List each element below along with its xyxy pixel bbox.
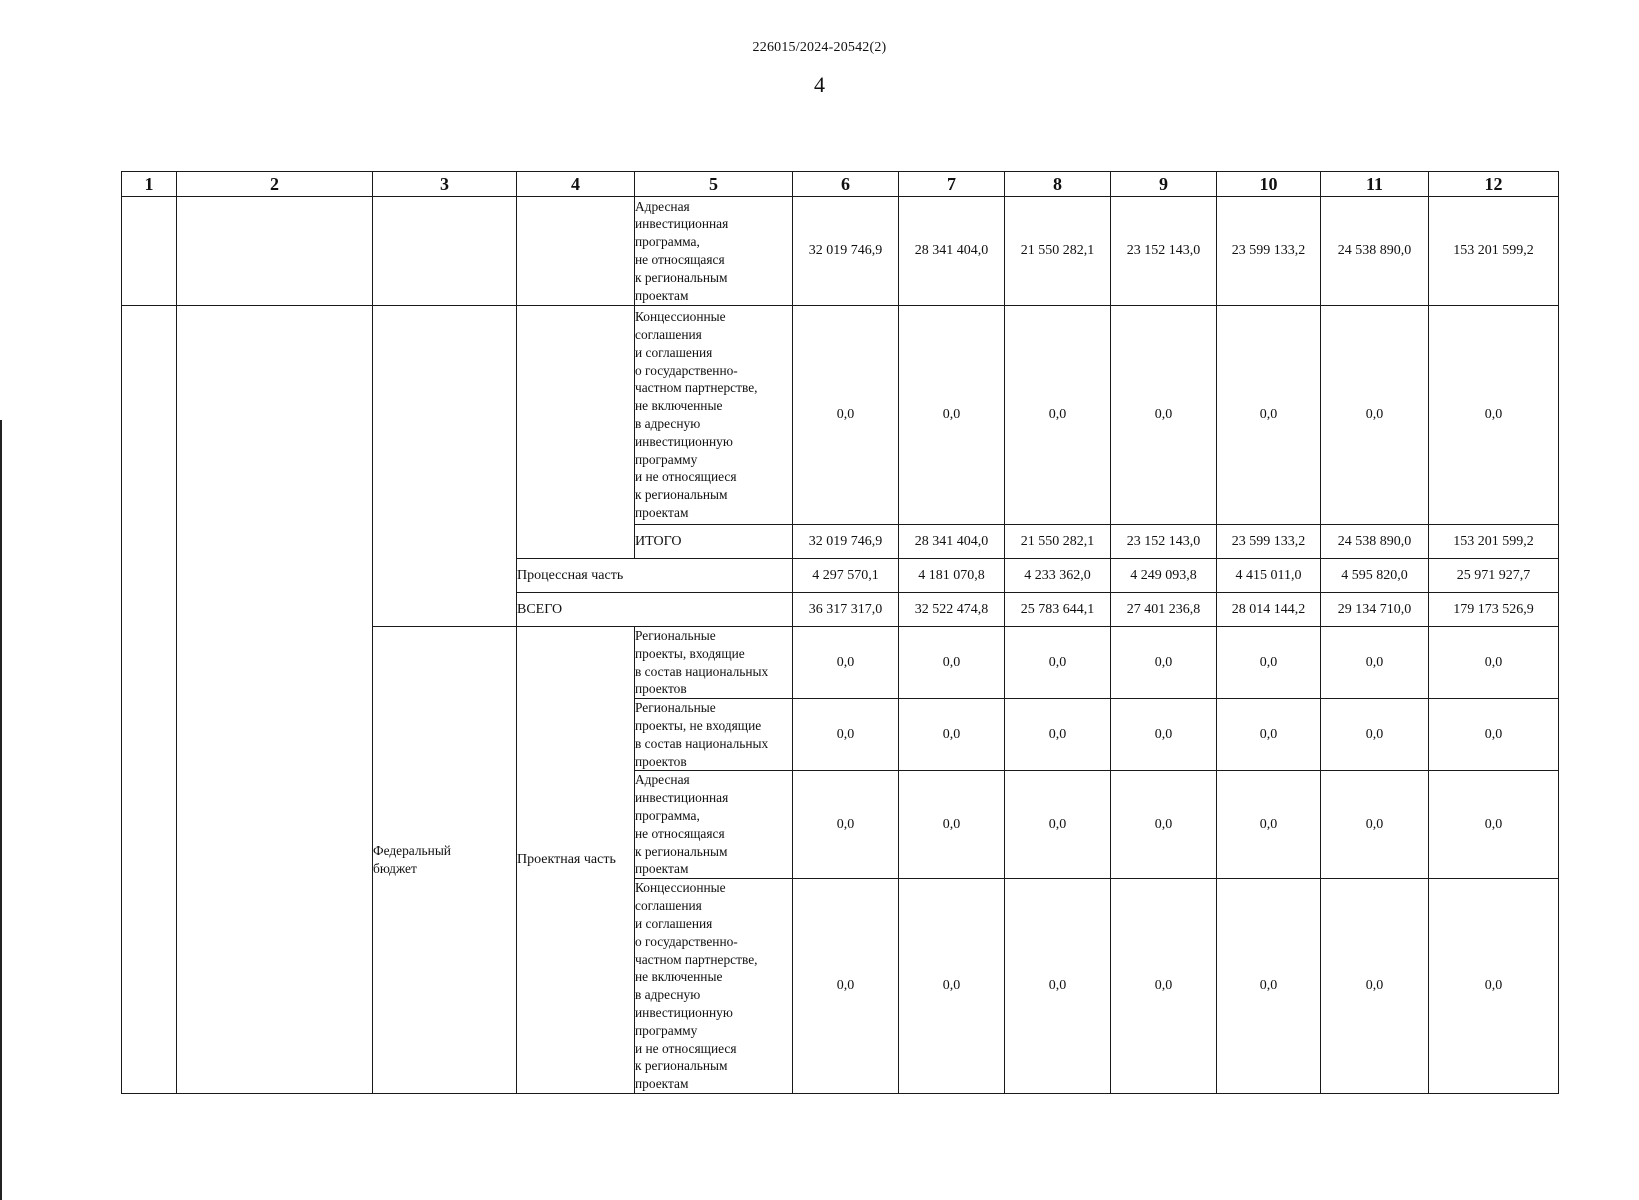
value-cell: 0,0 <box>793 306 899 525</box>
value-cell: 21 550 282,1 <box>1005 197 1111 306</box>
value-cell: 4 233 362,0 <box>1005 559 1111 593</box>
table-row-aip <box>122 197 1559 306</box>
header-row <box>122 172 1559 197</box>
value-cell: 32 019 746,9 <box>793 525 899 559</box>
row-label-aip: Адресная инвестиционная программа, не относящаяся к региональным проектам <box>635 197 793 306</box>
value-cell: 23 599 133,2 <box>1217 197 1321 306</box>
value-cell-total: 0,0 <box>1429 771 1559 879</box>
page-number: 4 <box>814 72 825 97</box>
scan-edge-line <box>0 420 2 1200</box>
value-cell-total: 153 201 599,2 <box>1429 525 1559 559</box>
column-header-3: 3 <box>373 172 517 197</box>
value-cell: 0,0 <box>1111 306 1217 525</box>
row-label-process: Процессная часть <box>517 559 793 593</box>
value-cell: 0,0 <box>1321 771 1429 879</box>
cell-col3-span <box>373 306 517 627</box>
value-cell: 0,0 <box>899 306 1005 525</box>
row-label: Региональные проекты, не входящие в состав национальных проектов <box>635 699 793 771</box>
column-header-11: 11 <box>1321 172 1429 197</box>
value-cell: 0,0 <box>1111 879 1217 1094</box>
value-cell: 0,0 <box>1321 699 1429 771</box>
row-label: Адресная инвестиционная программа, не относящаяся к региональным проектам <box>635 771 793 879</box>
column-header-5: 5 <box>635 172 793 197</box>
value-cell: 24 538 890,0 <box>1321 197 1429 306</box>
value-cell: 0,0 <box>1111 771 1217 879</box>
cell-col1-span <box>122 306 177 1094</box>
value-cell: 0,0 <box>1217 771 1321 879</box>
row-label: Концессионные соглашения и соглашения о государственно- частном партнерстве, не включенные в адресную инвестиционную программу и не относящиеся к региональным проектам <box>635 879 793 1094</box>
value-cell: 0,0 <box>1005 879 1111 1094</box>
column-header-2: 2 <box>177 172 373 197</box>
value-cell: 0,0 <box>793 879 899 1094</box>
value-cell: 0,0 <box>793 699 899 771</box>
value-cell: 0,0 <box>899 699 1005 771</box>
row-label-vsego: ВСЕГО <box>517 593 793 627</box>
cell-empty <box>122 197 177 306</box>
column-header-10: 10 <box>1217 172 1321 197</box>
value-cell: 4 415 011,0 <box>1217 559 1321 593</box>
value-cell: 0,0 <box>1321 879 1429 1094</box>
value-cell: 27 401 236,8 <box>1111 593 1217 627</box>
value-cell: 28 014 144,2 <box>1217 593 1321 627</box>
value-cell: 0,0 <box>1005 306 1111 525</box>
value-cell: 32 522 474,8 <box>899 593 1005 627</box>
budget-table <box>121 171 1559 1094</box>
value-cell: 4 181 070,8 <box>899 559 1005 593</box>
cell-col2-span <box>177 306 373 1094</box>
column-header-9: 9 <box>1111 172 1217 197</box>
value-cell-total: 0,0 <box>1429 306 1559 525</box>
part-label-project: Проектная часть <box>517 627 635 1094</box>
value-cell: 4 595 820,0 <box>1321 559 1429 593</box>
column-header-6: 6 <box>793 172 899 197</box>
value-cell: 4 297 570,1 <box>793 559 899 593</box>
value-cell: 23 599 133,2 <box>1217 525 1321 559</box>
column-header-4: 4 <box>517 172 635 197</box>
value-cell: 0,0 <box>1321 627 1429 699</box>
cell-empty <box>177 197 373 306</box>
value-cell-total: 0,0 <box>1429 879 1559 1094</box>
row-label: Региональные проекты, входящие в состав национальных проектов <box>635 627 793 699</box>
column-header-1: 1 <box>122 172 177 197</box>
value-cell: 28 341 404,0 <box>899 197 1005 306</box>
value-cell: 24 538 890,0 <box>1321 525 1429 559</box>
value-cell: 0,0 <box>1217 306 1321 525</box>
column-header-7: 7 <box>899 172 1005 197</box>
value-cell: 0,0 <box>793 771 899 879</box>
source-label-federal: Федеральный бюджет <box>373 627 517 1094</box>
value-cell: 23 152 143,0 <box>1111 197 1217 306</box>
value-cell: 0,0 <box>1217 879 1321 1094</box>
value-cell: 0,0 <box>899 771 1005 879</box>
cell-empty <box>517 197 635 306</box>
value-cell: 21 550 282,1 <box>1005 525 1111 559</box>
table-row-concession <box>122 306 1559 525</box>
cell-empty <box>373 197 517 306</box>
value-cell: 0,0 <box>793 627 899 699</box>
cell-col4-span <box>517 306 635 559</box>
value-cell-total: 179 173 526,9 <box>1429 593 1559 627</box>
value-cell: 0,0 <box>899 627 1005 699</box>
value-cell-total: 0,0 <box>1429 627 1559 699</box>
value-cell: 0,0 <box>1111 699 1217 771</box>
value-cell: 4 249 093,8 <box>1111 559 1217 593</box>
value-cell: 29 134 710,0 <box>1321 593 1429 627</box>
value-cell-total: 0,0 <box>1429 699 1559 771</box>
document-id: 226015/2024-20542(2) <box>752 40 887 55</box>
value-cell: 0,0 <box>899 879 1005 1094</box>
value-cell: 0,0 <box>1321 306 1429 525</box>
value-cell: 23 152 143,0 <box>1111 525 1217 559</box>
value-cell: 0,0 <box>1005 699 1111 771</box>
value-cell: 32 019 746,9 <box>793 197 899 306</box>
value-cell-total: 153 201 599,2 <box>1429 197 1559 306</box>
row-label-concession: Концессионные соглашения и соглашения о государственно- частном партнерстве, не включенные в адресную инвестиционную программу и не относящиеся к региональным проектам <box>635 306 793 525</box>
value-cell-total: 25 971 927,7 <box>1429 559 1559 593</box>
value-cell: 28 341 404,0 <box>899 525 1005 559</box>
column-header-8: 8 <box>1005 172 1111 197</box>
value-cell: 0,0 <box>1005 627 1111 699</box>
value-cell: 0,0 <box>1217 699 1321 771</box>
value-cell: 0,0 <box>1217 627 1321 699</box>
row-label-itogo: ИТОГО <box>635 525 793 559</box>
value-cell: 36 317 317,0 <box>793 593 899 627</box>
column-header-12: 12 <box>1429 172 1559 197</box>
value-cell: 25 783 644,1 <box>1005 593 1111 627</box>
value-cell: 0,0 <box>1005 771 1111 879</box>
value-cell: 0,0 <box>1111 627 1217 699</box>
